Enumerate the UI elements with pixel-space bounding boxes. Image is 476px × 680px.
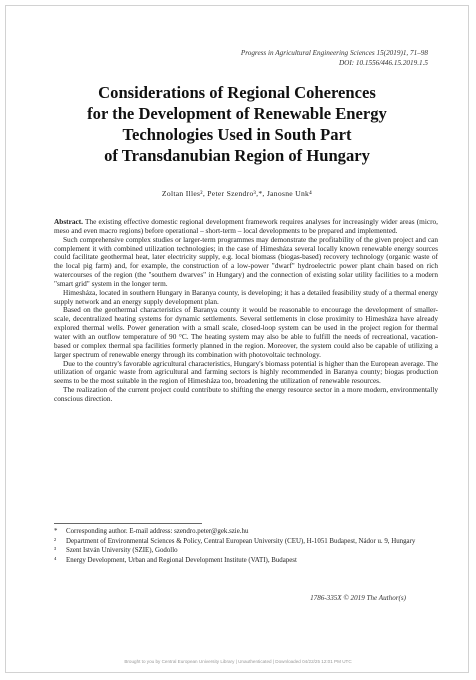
footnote bbox=[54, 527, 438, 537]
doi-line: DOI: 10.1556/446.15.2019.1.5 bbox=[338, 59, 428, 67]
footnote bbox=[54, 537, 438, 547]
title-line: Considerations of Regional Coherences bbox=[98, 83, 376, 102]
abstract-paragraph: The realization of the current project could contribute to shifting the energy resource sector in a more modern, environmentally conscious direction. bbox=[54, 385, 438, 403]
title-line: for the Development of Renewable Energy bbox=[87, 104, 387, 123]
footnotes bbox=[54, 527, 438, 565]
footnote-mark: * bbox=[54, 528, 58, 535]
footnote-mark: ⁴ bbox=[54, 556, 57, 564]
footnote-text: Energy Development, Urban and Regional Development Institute (VATI), Budapest bbox=[66, 556, 297, 564]
article-title bbox=[46, 82, 428, 166]
footnote-text: Department of Environmental Sciences & Policy, Central European University (CEU), H-1051 Budapest, Nádor u. 9, Hungary bbox=[66, 537, 416, 545]
abstract-label: Abstract. bbox=[54, 217, 83, 226]
abstract-paragraph: Due to the country's favorable agricultural characteristics, Hungary's biomass potential is higher than the European average. The utilization of organic waste from agricultural and farming sectors is highly recommended in Baranya county; biogas production seems to be the most suitable in the region of Himesháza too, broadening the utilization of renewable resources. bbox=[54, 358, 438, 386]
footnote-text: Corresponding author. E-mail address: szendro.peter@gek.szie.hu bbox=[66, 528, 249, 535]
author-list: Zoltan Illes², Peter Szendro³,*, Janosne Unk⁴ bbox=[161, 189, 313, 198]
abstract-paragraph: Based on the geothermal characteristics of Baranya county it would be reasonable to encourage the development of smaller-scale, decentralized heating systems for dynamic settlements. Several settlements in close proximity to Himesháza have already explored thermal wells. Power generation with a small scale, closed-loop system can be used in the project region for thermal water with an outflow temperature of 90 °C. The heating system may also be able to fulfill the needs of recreational, vacation-based or complex thermal spa facilities formerly planned in the region. Moreover, the system could also be capable of utilizing a larger spectrum of renewable energy through its combination with photovoltaic technology. bbox=[54, 305, 438, 359]
page-frame bbox=[5, 5, 469, 673]
footnote-divider bbox=[54, 523, 202, 524]
journal-citation: Progress in Agricultural Engineering Sciences 15(2019)1, 71–98 bbox=[240, 49, 428, 57]
download-notice: Brought to you by Central European University Library | Unauthenticated | Downloaded 04/22/25 12:01 PM UTC bbox=[124, 659, 352, 664]
footnote bbox=[54, 546, 438, 556]
abstract-paragraph: Such comprehensive complex studies or larger-term programmes may demonstrate the profitability of the given project and can complement it with combined utilization technologies; in the case of Himesháza several locally known renewable energy sources could facilitate geothermal heat, later electricity supply, e.g. local biomass (biogas-based) recovery technology (organic waste of the local pig farm) and, for example, the construction of a low-power "dwarf" hydroelectric power plant chain based on rich watercourses of the region (the "southern dwarves" in Hungary) and the connection of existing solar utility facilities to a modern "smart grid" system in the longer term. bbox=[54, 234, 438, 288]
footnote-text: Szent István University (SZIE), Godollo bbox=[66, 547, 178, 555]
footnote-mark: ³ bbox=[54, 547, 57, 555]
abstract bbox=[54, 218, 438, 404]
footnote bbox=[54, 556, 438, 566]
abstract-text: The existing effective domestic regional development framework requires analyses for increasingly wider areas (micro, meso and even macro regions) before operational – short-term – local developments to be prepared and implemented. bbox=[54, 217, 439, 235]
abstract-paragraph: Himesháza, located in southern Hungary in Baranya county, is developing; it has a detailed feasibility study of a thermal energy supply network and an energy supply development plan. bbox=[54, 287, 438, 306]
abstract-paragraph bbox=[54, 218, 438, 236]
title-line: Technologies Used in South Part bbox=[122, 125, 352, 144]
issn-copyright: 1786-335X © 2019 The Author(s) bbox=[310, 594, 406, 602]
footnote-mark: ² bbox=[54, 537, 57, 545]
title-line: of Transdanubian Region of Hungary bbox=[104, 146, 370, 165]
journal-header bbox=[241, 48, 428, 68]
